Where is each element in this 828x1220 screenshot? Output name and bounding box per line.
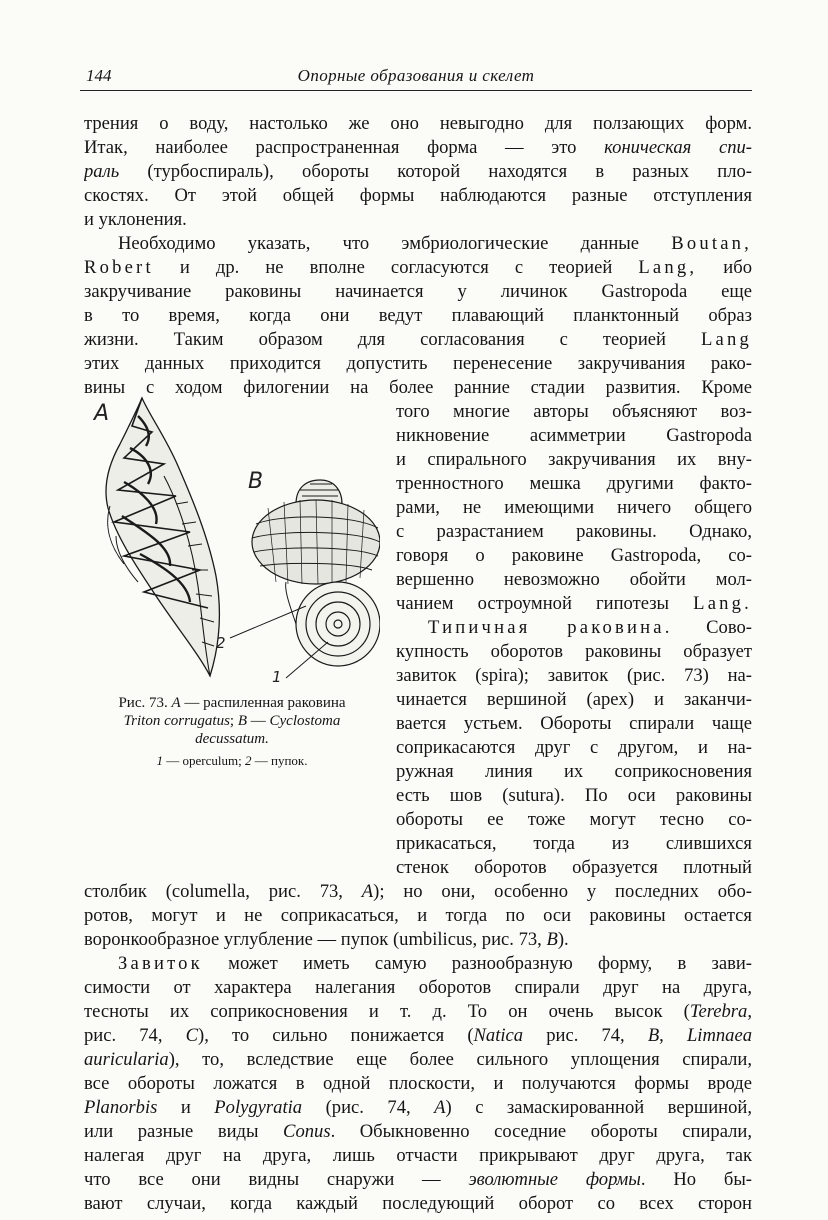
text-line: рами, не имеющими ничего общего: [396, 497, 752, 518]
text-line: воронкообразное углубление — пупок (umbilicus, рис. 73, B).: [84, 929, 569, 950]
figure-number-2: 2: [216, 634, 226, 652]
text-line: тренностного мешка другими факто-: [396, 473, 752, 494]
figure-number-1: 1: [272, 668, 282, 686]
text-line: того многие авторы объясняют воз-: [396, 401, 752, 422]
figure-label-b: В: [248, 469, 264, 494]
text-line: скостях. От этой общей формы наблюдаются разные отступления: [84, 185, 752, 206]
text-line: этих данных приходится допустить перенесение закручивания рако-: [84, 353, 752, 374]
text-line: Типичная раковина. Сово-: [428, 617, 752, 638]
text-line: симости от характера налегания оборотов спирали друг на друга,: [84, 977, 752, 998]
text-line: ротов, могут и не соприкасаться, и тогда по оси раковины остается: [84, 905, 752, 926]
text-line: Robert и др. не вполне согласуются с теорией Lang, ибо: [84, 257, 752, 278]
text-line: прикасаться, тогда из слившихся: [396, 833, 752, 854]
running-title: Опорные образования и скелет: [297, 66, 535, 85]
text-line: обороты ее тоже могут тесно со-: [396, 809, 752, 830]
figure-caption: decussatum.: [195, 731, 269, 747]
text-line: говоря о раковине Gastropoda, со-: [396, 545, 752, 566]
text-line: соприкасаются друг с другом, и на-: [396, 737, 752, 758]
figure-caption: Triton corrugatus; B — Cyclostoma: [123, 713, 341, 729]
text-line: чинается вершиной (apex) и заканчи-: [396, 689, 752, 710]
text-line: завиток (spira); завиток (рис. 73) на-: [396, 665, 752, 686]
text-line: Planorbis и Polygyratia (рис. 74, A) с замаскированной вершиной,: [84, 1097, 752, 1118]
shell-illustrations: [80, 386, 380, 686]
text-line: рис. 74, C), то сильно понижается (Natica рис. 74, B, Limnaea: [84, 1025, 752, 1046]
text-line: вершенно невозможно обойти мол-: [396, 569, 752, 590]
text-line: стенок оборотов образуется плотный: [396, 857, 752, 878]
text-line: Завиток может иметь самую разнообразную форму, в зави-: [118, 953, 752, 974]
text-line: столбик (columella, рис. 73, A); но они, особенно у последних обо-: [84, 881, 752, 902]
text-line: купность оборотов раковины образует: [396, 641, 752, 662]
text-line: с разрастанием раковины. Однако,: [396, 521, 752, 542]
figure-73: [80, 386, 380, 704]
text-line: есть шов (sutura). По оси раковины: [396, 785, 752, 806]
text-line: Итак, наиболее распространенная форма — это коническая спи-: [84, 137, 752, 158]
triton-shell-drawing: [106, 398, 219, 676]
section-heading: Типичная раковина.: [428, 617, 673, 638]
text-line: закручивание раковины начинается у личинок Gastropoda еще: [84, 281, 752, 302]
text-line: что все они видны снаружи — эволютные формы. Но бы-: [84, 1169, 752, 1190]
text-line: auricularia), то, вследствие еще более сильного уплощения спирали,: [84, 1049, 752, 1070]
text-line: раль (турбоспираль), обороты которой находятся в разных пло-: [84, 161, 752, 182]
section-heading: Завиток: [118, 953, 203, 974]
cyclostoma-shell-drawing: [230, 480, 380, 678]
text-line: вается устьем. Обороты спирали чаще: [396, 713, 752, 734]
figure-caption: Рис. 73. A — распиленная раковина: [118, 695, 346, 711]
figure-legend: 1 — operculum; 2 — пупок.: [156, 753, 308, 768]
text-line: и уклонения.: [84, 209, 187, 230]
header-rule: [80, 90, 752, 91]
text-line: никновение асимметрии Gastropoda: [396, 425, 752, 446]
text-line: или разные виды Conus. Обыкновенно соседние обороты спирали,: [84, 1121, 752, 1142]
figure-label-a: А: [94, 401, 110, 426]
text-line: чанием остроумной гипотезы Lang.: [396, 593, 752, 614]
text-line: тесноты их соприкосновения и т. д. То он очень высок (Terebra,: [84, 1001, 752, 1022]
text-line: и спирального закручивания их вну-: [396, 449, 752, 470]
text-line: вины с ходом филогении на более ранние стадии развития. Кроме: [84, 377, 752, 398]
text-line: ружная линия их соприкосновения: [396, 761, 752, 782]
text-line: все обороты ложатся в одной плоскости, и получаются формы вроде: [84, 1073, 752, 1094]
text-line: Необходимо указать, что эмбриологические данные Boutan,: [118, 233, 752, 254]
page-number: 144: [86, 66, 112, 85]
text-line: трения о воду, настолько же оно невыгодно для ползающих форм.: [84, 113, 752, 134]
text-line: вают случаи, когда каждый последующий оборот со всех сторон: [84, 1193, 752, 1214]
text-line: в то время, когда они ведут плавающий планктонный образ: [84, 305, 752, 326]
text-line: налегая друг на друга, лишь отчасти прикрывают друг друга, так: [84, 1145, 752, 1166]
text-line: жизни. Таким образом для согласования с теорией Lang: [84, 329, 752, 350]
page-header: [80, 66, 752, 88]
